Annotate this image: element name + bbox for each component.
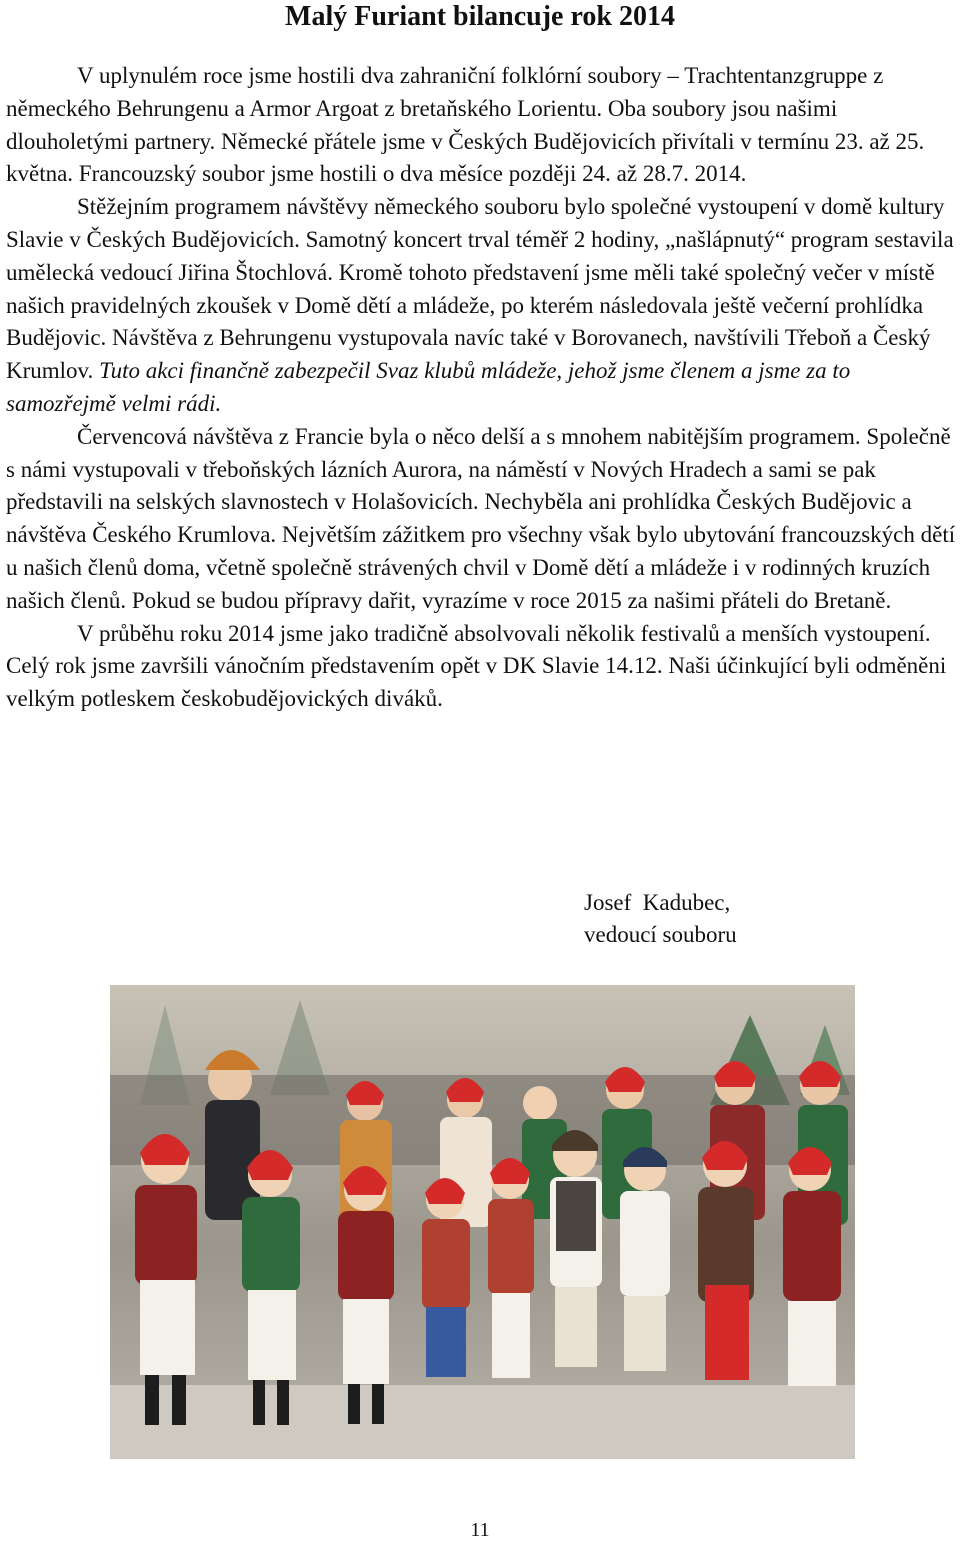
page-number: 11 <box>470 1519 490 1541</box>
paragraph-2-italic-note: Tuto akci finančně zabezpečil Svaz klubů mládeže, jehož jsme členem a jsme za to samozřejmě velmi rádi. <box>6 358 851 416</box>
paragraph-4: V průběhu roku 2014 jsme jako tradičně absolvovali několik festivalů a menších vystoupení. Celý rok jsme završili vánočním představením opět v DK Slavie 14.12. Naši účinkující byli odměněni velkým potleskem českobudějovických diváků. <box>6 620 947 712</box>
signature-role: vedoucí souboru <box>584 922 737 947</box>
paragraph-3: Červencová návštěva z Francie byla o něco delší a s mnohem nabitějším programem. Společně s námi vystupovali v třeboňských lázních Aurora, na náměstí v Nových Hradech a sami se pak představili na selských slavnostech v Holašovicích. Nechyběla ani prohlídka Českých Budějovic a návštěva Českého Krumlova. Největším zážitkem pro všechny však bylo ubytování francouzských dětí u našich členů doma, včetně společně strávených chvil v Domě dětí a mládeže i v rodinných kruzích našich členů. Pokud se budou přípravy dařit, vyrazíme v roce 2015 za našimi přáteli do Bretaně. <box>6 423 956 613</box>
paragraph-1: V uplynulém roce jsme hostili dva zahraniční folklórní soubory – Trachtentanzgruppe z německého Behrungenu a Armor Argoat z bretaňského Lorientu. Oba soubory jsou našimi dlouholetými partnery. Německé přátele jsme v Českých Budějovicích přivítali v termínu 23. až 25. května. Francouzský soubor jsme hostili o dva měsíce později 24. až 28.7. 2014. <box>6 63 925 187</box>
folk-ensemble-illustration <box>110 985 855 1459</box>
folk-ensemble-photo <box>110 985 855 1459</box>
paragraph-2 <box>6 191 958 421</box>
signature-name: Josef Kadubec, <box>584 890 731 915</box>
article-title: Malý Furiant bilancuje rok 2014 <box>285 1 675 32</box>
paragraph-2-text: Stěžejním programem návštěvy německého souboru bylo společné vystoupení v domě kultury Slavie v Českých Budějovicích. Samotný koncert trval téměř 2 hodiny, „našlápnutý“ program sestavila umělecká vedoucí Jiřina Štochlová. Kromě tohoto představení jsme měli také společný večer v místě našich pravidelných zkoušek v Domě dětí a mládeže, po kterém následovala ještě večerní prohlídka Budějovic. Návštěva z Behrungenu vystupovala navíc také v Borovanech, navštívili Třeboň a Český Krumlov. <box>6 194 954 384</box>
signature-block <box>584 887 737 951</box>
article-body <box>6 60 958 716</box>
